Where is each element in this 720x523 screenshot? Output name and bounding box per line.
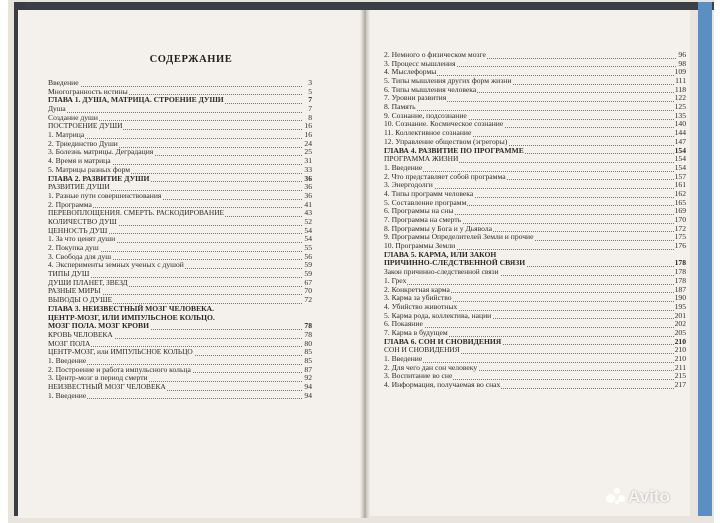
- toc-title: СОДЕРЖАНИЕ: [149, 54, 233, 65]
- toc-entry-page: 170: [674, 215, 686, 225]
- toc-entry-title: 1. Матрица: [48, 130, 85, 140]
- toc-entry-title: ПЕРЕВОПЛОЩЕНИЯ. СМЕРТЬ. РАСКОДИРОВАНИЕ: [48, 208, 225, 218]
- toc-entry-title: ПОСТРОЕНИЕ ДУШИ: [48, 121, 123, 131]
- toc-entry-page: 67: [304, 277, 312, 287]
- toc-entry-page: 96: [678, 49, 686, 59]
- toc-entry-page: 161: [674, 180, 686, 190]
- toc-entry-page: 70: [304, 286, 312, 296]
- toc-entry-page: 8: [308, 112, 312, 122]
- toc-entry-page: 190: [674, 293, 686, 303]
- toc-entry-title: 3. Карма за убийство: [384, 293, 452, 303]
- toc-entry-title: КОЛИЧЕСТВО ДУШ: [48, 216, 117, 226]
- toc-entry-title: 7. Карма в будущем: [384, 327, 448, 337]
- toc-entry-title: 9. Сознание, подсознание: [384, 110, 467, 120]
- toc-entry-title: 10. Сознание. Космическое сознание: [384, 119, 504, 129]
- toc-entry-page: 210: [674, 336, 686, 346]
- toc-entry-page: 56: [304, 251, 312, 261]
- toc-entry-title: 1. Грех: [384, 275, 407, 285]
- toc-entry-title: 1. Введение: [384, 162, 423, 172]
- toc-entry-page: 135: [674, 110, 686, 120]
- toc-entry-page: 109: [674, 67, 686, 77]
- toc-entry-title: ГЛАВА 6. СОН И СНОВИДЕНИЯ: [384, 336, 502, 346]
- toc-entry-title: ГЛАВА 5. КАРМА, ИЛИ ЗАКОН: [384, 249, 497, 259]
- toc-entry-page: 154: [674, 154, 686, 164]
- toc-entry: [48, 383, 312, 392]
- toc-entry-title: 9. Программы Определителей Земли и прочие: [384, 232, 534, 242]
- toc-entry-page: 215: [674, 371, 686, 381]
- toc-entry-title: НЕИЗВЕСТНЫЙ МОЗГ ЧЕЛОВЕКА: [48, 382, 166, 392]
- toc-entry: [48, 96, 312, 105]
- toc-entry-title: 2. Конкретная карма: [384, 284, 450, 294]
- toc-entry-page: 140: [674, 119, 686, 129]
- avito-watermark: [606, 487, 670, 507]
- toc-entry-page: 59: [304, 269, 312, 279]
- toc-entry-page: 176: [674, 241, 686, 251]
- toc-entry: [48, 392, 312, 401]
- toc-entry: [384, 155, 686, 164]
- toc-entry-title: МОЗГ ПОЛА. МОЗГ КРОВИ: [48, 321, 149, 331]
- toc-entry-page: 72: [304, 295, 312, 305]
- book-cover-top: [14, 2, 714, 10]
- toc-entry: [384, 381, 686, 390]
- toc-entry-title: 4. Время и матрица: [48, 156, 111, 166]
- toc-entry-title: ПРОГРАММА ЖИЗНИ: [384, 154, 459, 164]
- toc-entry-title: Создание души: [48, 112, 98, 122]
- toc-entry-title: ПРИЧИННО-СЛЕДСТВЕННОЙ СВЯЗИ: [384, 258, 526, 268]
- book-gutter: [360, 10, 370, 518]
- toc-entry-page: 59: [304, 260, 312, 270]
- toc-entry-page: 94: [304, 390, 312, 400]
- toc-entry-title: ВЫВОДЫ О ДУШЕ: [48, 295, 113, 305]
- toc-entry-page: 94: [304, 382, 312, 392]
- toc-entry-title: ЦЕНТР-МОЗГ, или ИМПУЛЬСНОЕ КОЛЬЦО: [48, 347, 193, 357]
- toc-entry-title: ГЛАВА 3. НЕИЗВЕСТНЫЙ МОЗГ ЧЕЛОВЕКА.: [48, 303, 215, 313]
- toc-entry: [384, 94, 686, 103]
- toc-entry-title: РАЗВИТИЕ ДУШИ: [48, 182, 110, 192]
- toc-entry-title: 2. Программа: [48, 199, 92, 209]
- toc-entry-title: РАЗНЫЕ МИРЫ: [48, 286, 101, 296]
- toc-entry-title: 4. Эксперименты земных ученых с душой: [48, 260, 184, 270]
- toc-entry-page: 178: [674, 258, 686, 268]
- toc-entry-title: 6. Программы на сны: [384, 206, 454, 216]
- toc-entry-page: 172: [674, 223, 686, 233]
- toc-entry-title: 4. Мыслеформы: [384, 67, 437, 77]
- toc-entry-title: 3. Энергодолги: [384, 180, 433, 190]
- toc-entry-title: 1. Введение: [384, 354, 423, 364]
- toc-entry-title: 4. Убийство животных: [384, 301, 458, 311]
- toc-entry-page: 205: [674, 327, 686, 337]
- toc-entry-title: 3. Воспитание во сне: [384, 371, 453, 381]
- toc-entry-title: 2. Построение и работа импульсного кольца: [48, 364, 191, 374]
- toc-entry-page: 78: [304, 321, 312, 331]
- toc-entry-page: 201: [674, 310, 686, 320]
- toc-entry-page: 7: [308, 95, 312, 105]
- toc-entry-page: 80: [304, 338, 312, 348]
- toc-entry-page: 36: [304, 190, 312, 200]
- toc-entry-title: 6. Типы мышления человека: [384, 84, 477, 94]
- toc-entry-title: ГЛАВА 4. РАЗВИТИЕ ПО ПРОГРАММЕ: [384, 145, 524, 155]
- toc-entry-page: 210: [674, 345, 686, 355]
- toc-entry-title: 1. Введение: [48, 355, 87, 365]
- toc-entry-page: 111: [675, 76, 686, 86]
- toc-entry-title: 2. Немного о физическом мозге: [384, 49, 486, 59]
- toc-entry-page: 202: [674, 319, 686, 329]
- toc-entry-title: Душа: [48, 104, 66, 114]
- book-cover-right: [698, 2, 712, 516]
- toc-entry-title: Закон причинно-следственной связи: [384, 267, 499, 277]
- toc-entry-title: 3. Свобода для душ: [48, 251, 112, 261]
- toc-entry-title: 8. Память: [384, 102, 416, 112]
- toc-entry-title: ГЛАВА 1. ДУША, МАТРИЦА. СТРОЕНИЕ ДУШИ: [48, 95, 224, 105]
- toc-entry-page: 55: [304, 243, 312, 253]
- toc-entry-page: 162: [674, 188, 686, 198]
- toc-entry-page: 92: [304, 373, 312, 383]
- toc-entry-page: 147: [674, 136, 686, 146]
- toc-entry-page: 43: [304, 208, 312, 218]
- toc-entry-page: 78: [304, 329, 312, 339]
- toc-entry-page: 54: [304, 225, 312, 235]
- toc-entry-page: 16: [304, 130, 312, 140]
- toc-entry-page: 54: [304, 234, 312, 244]
- toc-entry-page: 175: [674, 232, 686, 242]
- toc-entry-page: 5: [308, 86, 312, 96]
- toc-entry-page: 24: [304, 138, 312, 148]
- toc-entry-title: 3. Болезнь матрицы. Деградация: [48, 147, 154, 157]
- toc-entry-title: ЦЕНТР-МОЗГ, ИЛИ ИМПУЛЬСНОЕ КОЛЬЦО.: [48, 312, 215, 322]
- toc-entry-page: 87: [304, 364, 312, 374]
- avito-logo-icon: [606, 488, 626, 504]
- toc-entry-page: 144: [674, 128, 686, 138]
- toc-entry-page: 16: [304, 121, 312, 131]
- toc-entry-page: 154: [674, 162, 686, 172]
- toc-entry-page: 217: [674, 380, 686, 390]
- left-toc-list: [48, 79, 312, 400]
- toc-entry-title: ГЛАВА 2. РАЗВИТИЕ ДУШИ: [48, 173, 150, 183]
- toc-entry-page: 7: [308, 104, 312, 114]
- toc-entry-title: 4. Типы программ человека: [384, 188, 474, 198]
- toc-entry: [48, 122, 312, 131]
- toc-entry: [384, 312, 686, 321]
- toc-entry: [384, 346, 686, 355]
- toc-entry-title: 5. Типы мышления других форм жизни: [384, 76, 512, 86]
- toc-entry-title: 5. Карма рода, коллектива, нации: [384, 310, 492, 320]
- toc-entry-page: 118: [674, 84, 686, 94]
- toc-entry-title: 3. Центр-мозг в период смерти: [48, 373, 148, 383]
- toc-entry-title: 6. Покаяние: [384, 319, 423, 329]
- toc-entry-page: 195: [674, 301, 686, 311]
- toc-entry-page: 122: [674, 93, 686, 103]
- toc-entry-page: 210: [674, 354, 686, 364]
- toc-entry-page: 178: [674, 267, 686, 277]
- toc-entry-page: 85: [304, 347, 312, 357]
- toc-entry-page: 178: [674, 275, 686, 285]
- toc-entry-title: 4. Информация, получаемая во снах: [384, 380, 501, 390]
- toc-entry-title: 1. За что ценят души: [48, 234, 116, 244]
- toc-entry-title: 7. Программа на смерть: [384, 215, 462, 225]
- toc-entry-title: 12. Управление обществом (эгрегоры): [384, 136, 508, 146]
- toc-entry-title: 8. Программы у Бога и у Дьявола: [384, 223, 492, 233]
- toc-entry-page: 98: [678, 58, 686, 68]
- toc-entry-title: Многогранность истины: [48, 86, 128, 96]
- right-toc-list: [384, 51, 686, 390]
- toc-entry-title: 5. Матрицы разных форм: [48, 164, 131, 174]
- toc-entry-title: МОЗГ ПОЛА: [48, 338, 91, 348]
- toc-entry-title: 2. Триединство Души: [48, 138, 118, 148]
- toc-entry-title: Введение: [48, 77, 79, 87]
- toc-entry-page: 157: [674, 171, 686, 181]
- toc-entry-page: 52: [304, 216, 312, 226]
- toc-entry-title: 2. Для чего дан сон человеку: [384, 362, 478, 372]
- toc-entry-page: 154: [674, 145, 686, 155]
- toc-entry-title: 10. Программы Земли: [384, 241, 456, 251]
- toc-entry-page: 3: [308, 77, 312, 87]
- toc-entry-page: 33: [304, 164, 312, 174]
- toc-entry-page: 41: [304, 199, 312, 209]
- toc-entry-title: ЦЕННОСТЬ ДУШ: [48, 225, 108, 235]
- toc-entry-page: 187: [674, 284, 686, 294]
- toc-entry-page: 165: [674, 197, 686, 207]
- toc-entry-title: 7. Уровни развития: [384, 93, 447, 103]
- toc-entry-title: 1. Разные пути совершенствования: [48, 190, 162, 200]
- toc-entry-title: 11. Коллективное сознание: [384, 128, 472, 138]
- toc-entry-page: 36: [304, 173, 312, 183]
- toc-entry-page: 169: [674, 206, 686, 216]
- toc-entry-title: 2. Покупка душ: [48, 243, 99, 253]
- toc-entry-title: КРОВЬ ЧЕЛОВЕКА: [48, 329, 113, 339]
- toc-entry-page: 211: [674, 362, 686, 372]
- watermark-text: Avito: [628, 487, 670, 506]
- toc-entry-title: ДУШИ ПЛАНЕТ, ЗВЕЗД: [48, 277, 128, 287]
- toc-entry-title: СОН И СНОВИДЕНИЯ: [384, 345, 460, 355]
- toc-entry-page: 85: [304, 355, 312, 365]
- toc-entry-page: 125: [674, 102, 686, 112]
- toc-entry-title: ТИПЫ ДУШ: [48, 269, 90, 279]
- toc-entry-page: 31: [304, 156, 312, 166]
- toc-entry-title: 2. Что представляет собой программа: [384, 171, 506, 181]
- toc-entry-title: 1. Введение: [48, 390, 87, 400]
- toc-entry-title: 5. Составление программ: [384, 197, 467, 207]
- toc-entry-page: 25: [304, 147, 312, 157]
- toc-entry: [384, 268, 686, 277]
- toc-entry-title: 3. Процесс мышления: [384, 58, 456, 68]
- toc-entry-page: 36: [304, 182, 312, 192]
- toc-entry: [48, 348, 312, 357]
